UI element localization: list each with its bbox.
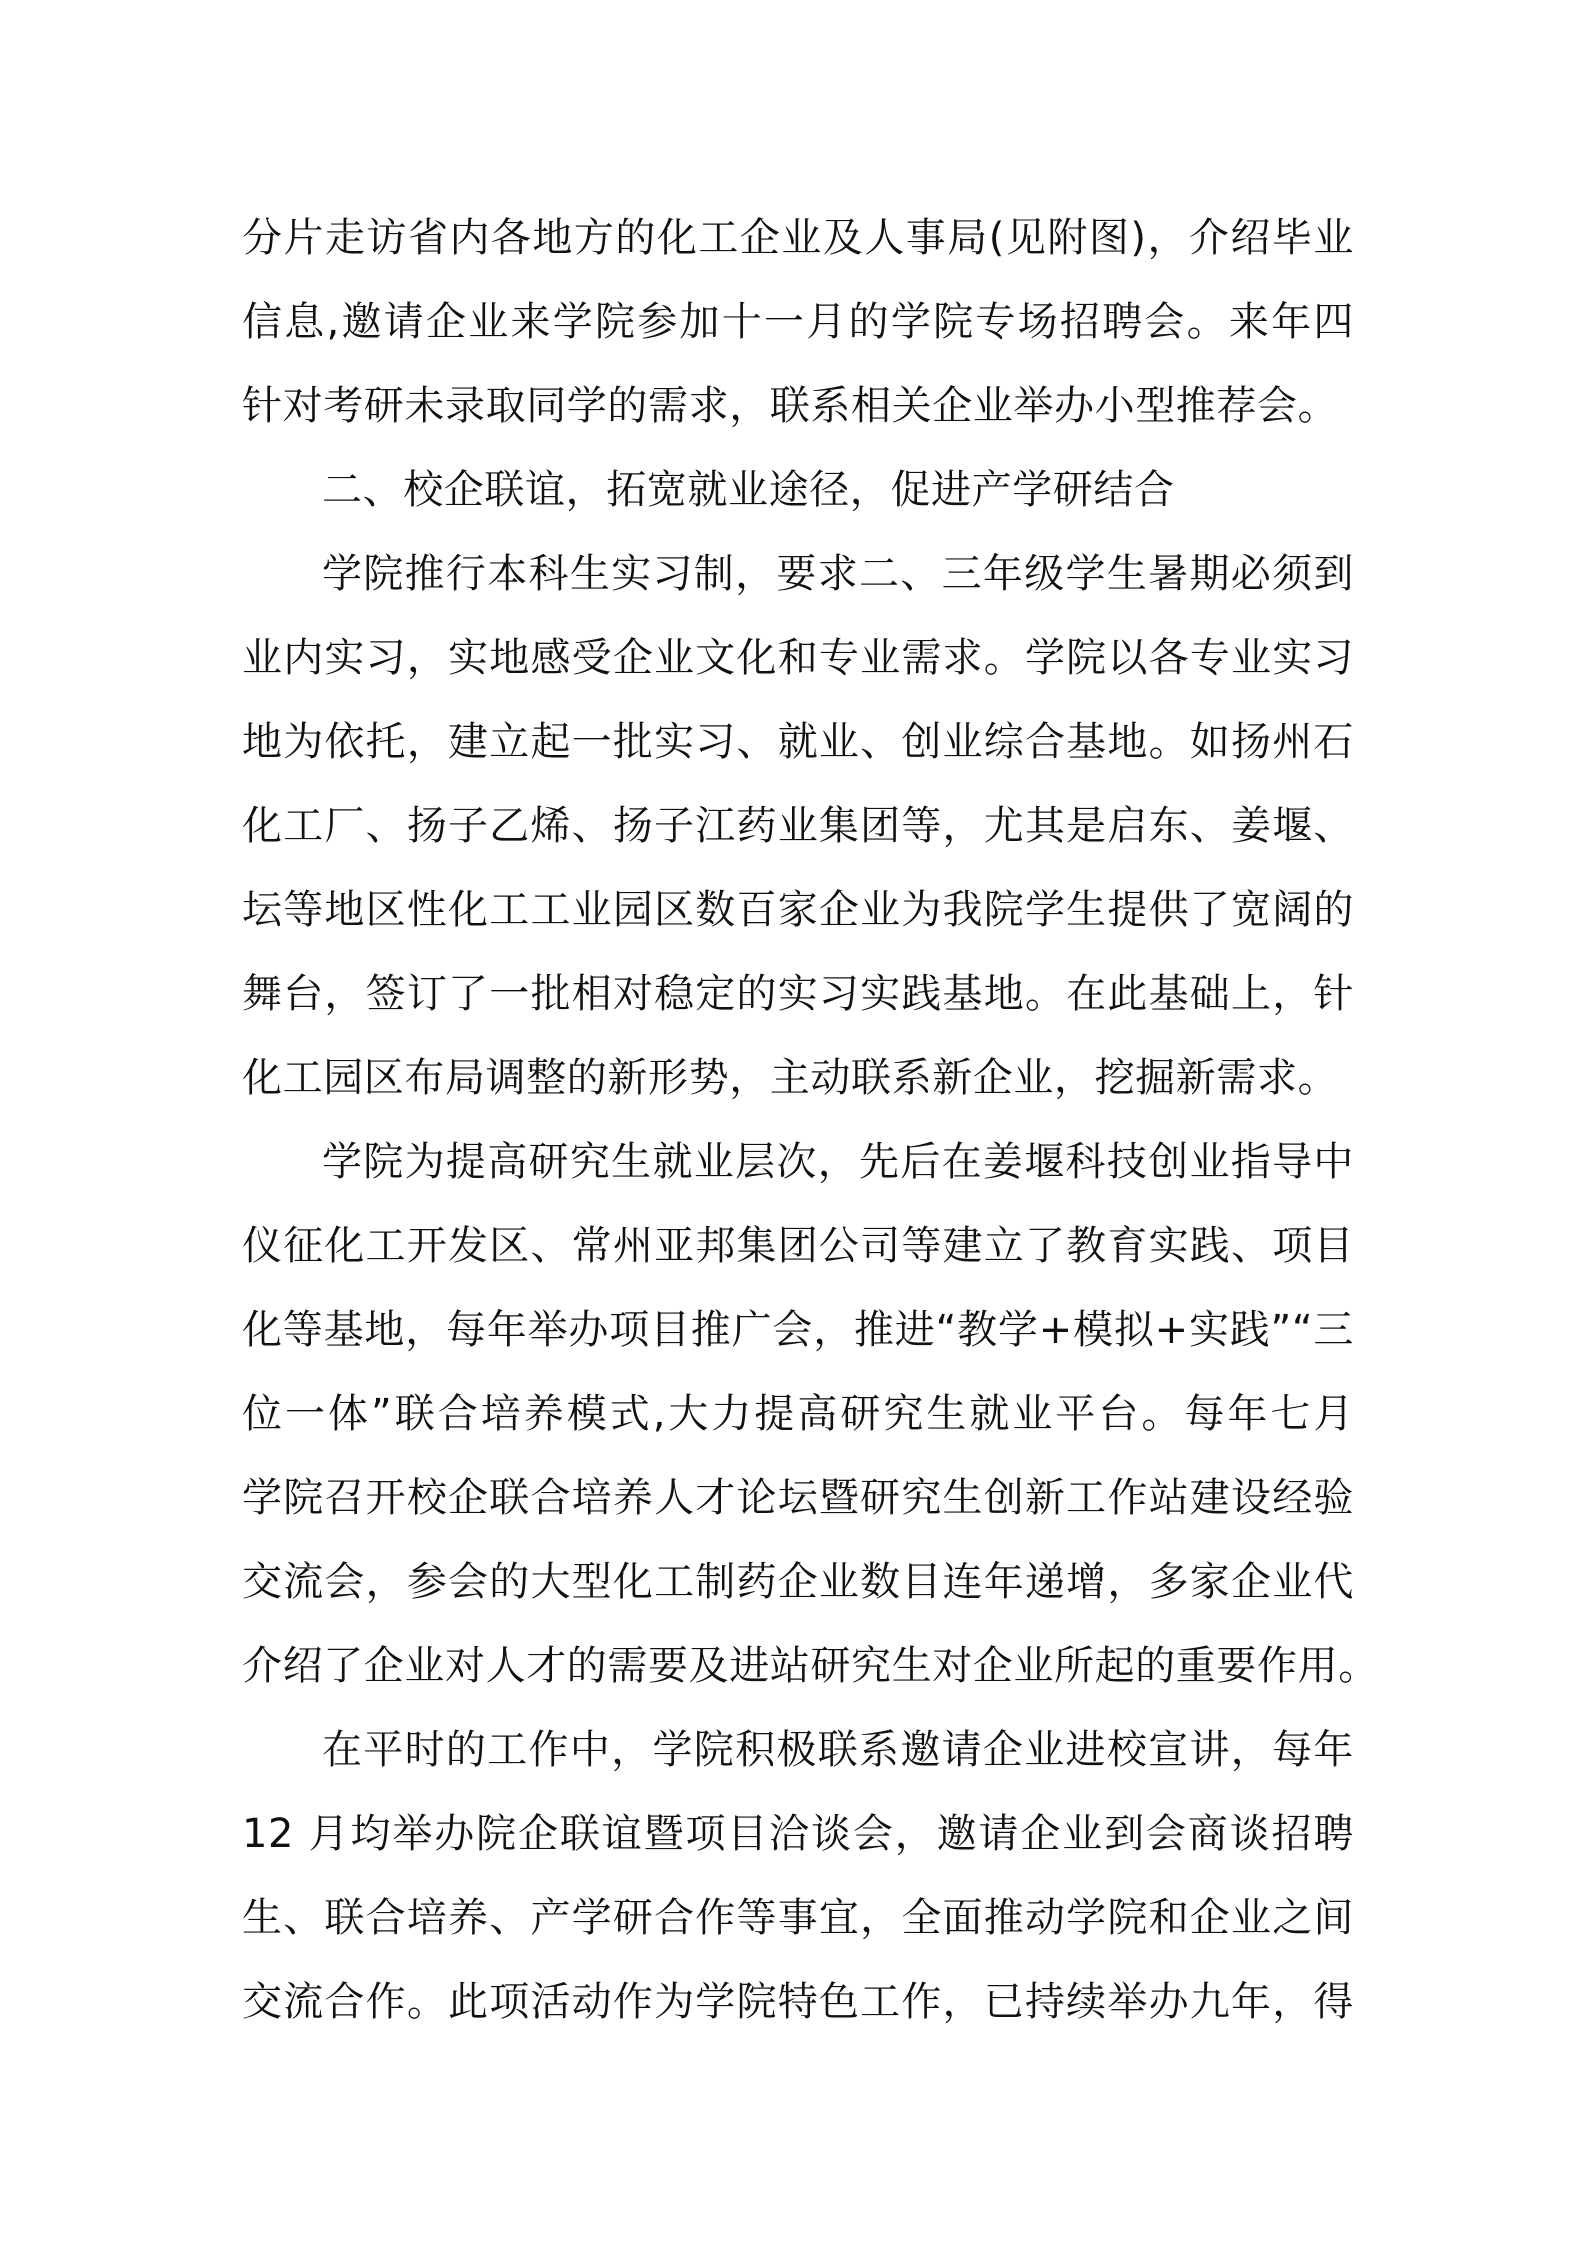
text-line: 仪征化工开发区、常州亚邦集团公司等建立了教育实践、项目 [242, 1223, 1354, 1269]
text-line: 学院为提高研究生就业层次，先后在姜堰科技创业指导中 [322, 1139, 1354, 1185]
text-line: 介绍了企业对人才的需要及进站研究生对企业所起的重要作用。 [242, 1643, 1379, 1689]
text-line: 位一体”联合培养模式,大力提高研究生就业平台。每年七月 [242, 1391, 1354, 1437]
text-line: 地为依托，建立起一批实习、就业、创业综合基地。如扬州石 [242, 719, 1354, 765]
text-line: 针对考研未录取同学的需求，联系相关企业举办小型推荐会。 [242, 383, 1339, 429]
text-line: 学院召开校企联合培养人才论坛暨研究生创新工作站建设经验 [242, 1475, 1354, 1521]
text-line: 业内实习，实地感受企业文化和专业需求。学院以各专业实习 [242, 635, 1354, 681]
text-line: 化等基地，每年举办项目推广会，推进“教学+模拟+实践”“三 [242, 1307, 1354, 1353]
text-line: 信息,邀请企业来学院参加十一月的学院专场招聘会。来年四 [242, 299, 1354, 345]
text-line: 分片走访省内各地方的化工企业及人事局(见附图)，介绍毕业 [242, 215, 1354, 261]
text-line: 交流合作。此项活动作为学院特色工作，已持续举办九年，得 [242, 1979, 1354, 2025]
text-line: 在平时的工作中，学院积极联系邀请企业进校宣讲，每年 [322, 1727, 1354, 1773]
section-heading: 二、校企联谊，拓宽就业途径，促进产学研结合 [322, 467, 1175, 513]
text-line: 学院推行本科生实习制，要求二、三年级学生暑期必须到 [322, 551, 1354, 597]
document-body [242, 196, 1379, 2044]
text-line: 化工园区布局调整的新形势，主动联系新企业，挖掘新需求。 [242, 1055, 1339, 1101]
text-line: 12 月均举办院企联谊暨项目洽谈会，邀请企业到会商谈招聘 [242, 1811, 1354, 1857]
text-line: 生、联合培养、产学研合作等事宜，全面推动学院和企业之间 [242, 1895, 1354, 1941]
text-line: 舞台，签订了一批相对稳定的实习实践基地。在此基础上，针 [242, 971, 1354, 1017]
text-line: 交流会，参会的大型化工制药企业数目连年递增，多家企业代 [242, 1559, 1354, 1605]
text-line: 化工厂、扬子乙烯、扬子江药业集团等，尤其是启东、姜堰、 [242, 803, 1354, 849]
text-line: 坛等地区性化工工业园区数百家企业为我院学生提供了宽阔的 [242, 887, 1354, 933]
